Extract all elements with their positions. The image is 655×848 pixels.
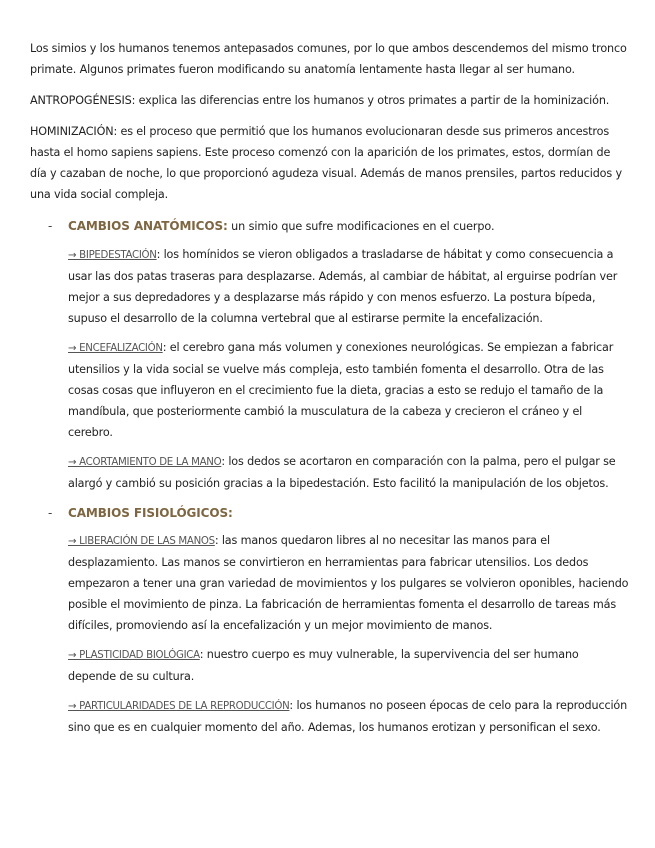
subitem-label: → LIBERACIÓN DE LAS MANOS	[68, 536, 215, 547]
section-heading	[68, 215, 494, 238]
subitem-particularidades-reproduccion	[68, 695, 629, 738]
section-title: CAMBIOS FISIOLÓGICOS:	[68, 506, 233, 520]
section-title: CAMBIOS ANATÓMICOS:	[68, 219, 228, 233]
subitem-label: → PARTICULARIDADES DE LA REPRODUCCIÓN	[68, 701, 290, 712]
subitem-bipedestacion	[68, 244, 629, 329]
subitem-liberacion-manos	[68, 530, 629, 636]
list-bullet: -	[48, 506, 53, 520]
list-bullet: -	[48, 219, 53, 233]
subitem-text: : nuestro cuerpo es muy vulnerable, la supervivencia del ser humano depende de su cultura.	[68, 648, 579, 683]
subitem-acortamiento-mano	[68, 451, 629, 494]
subitem-label: → PLASTICIDAD BIOLÓGICA	[68, 650, 200, 661]
section-cambios-fisiologicos	[30, 502, 629, 524]
subitem-label: → ENCEFALIZACIÓN	[68, 343, 163, 354]
subitem-encefalizacion	[68, 337, 629, 443]
subitem-text: : las manos quedaron libres al no necesitar las manos para el desplazamiento. Las manos se convirtieron en herramientas para fabricar utensilios. Los dedos empezaron a tener una gran variedad de movimientos y los pulgares se volvieron oponibles, haciendo posible el movimiento de pinza. La fabricación de herramientas fomenta el desarrollo de tareas más difíciles, promoviendo así la encefalización y un mejor movimiento de manos.	[68, 534, 629, 632]
subitem-text: : los humanos no poseen épocas de celo para la reproducción sino que es en cualquier momento del año. Ademas, los humanos erotizan y personifican el sexo.	[68, 699, 628, 734]
section-description: un simio que sufre modificaciones en el cuerpo.	[227, 220, 495, 233]
subitem-plasticidad-biologica	[68, 644, 629, 687]
subitem-label: → ACORTAMIENTO DE LA MANO	[68, 457, 222, 468]
subitem-text: : los dedos se acortaron en comparación con la palma, pero el pulgar se alargó y cambió su posición gracias a la bipedestación. Esto facilitó la manipulación de los objetos.	[68, 455, 616, 490]
section-heading	[68, 502, 233, 524]
subitem-text: : el cerebro gana más volumen y conexiones neurológicas. Se empiezan a fabricar utensilios y la vida social se vuelve más compleja, esto también fomenta el desarrollo. Otra de las cosas cosas que influyeron en el crecimiento fue la dieta, gracias a esto se redujo el tamaño de la mandíbula, que posteriormente cambió la musculatura de la cabeza y crecieron el cráneo y el cerebro.	[68, 341, 614, 439]
subitem-text: : los homínidos se vieron obligados a trasladarse de hábitat y como consecuencia a usar las dos patas traseras para desplazarse. Además, al cambiar de hábitat, al erguirse podrían ver mejor a sus depredadores y a desplazarse más rápido y con menos esfuerzo. La postura bípeda, supuso el desarrollo de la columna vertebral que al estirarse permite la encefalización.	[68, 248, 618, 325]
hominizacion-paragraph: HOMINIZACIÓN: es el proceso que permitió que los humanos evolucionaran desde sus primeros ancestros hasta el homo sapiens sapiens. Este proceso comenzó con la aparición de los primates, estos, dormían de día y cazaban de noche, lo que proporcionó agudeza visual. Además de manos prensiles, partos reducidos y una vida social compleja.	[30, 125, 622, 201]
section-cambios-anatomicos	[30, 215, 629, 238]
subitem-label: → BIPEDESTACIÓN	[68, 250, 157, 261]
antropogenesis-paragraph: ANTROPOGÉNESIS: explica las diferencias entre los humanos y otros primates a partir de la hominización.	[30, 94, 610, 107]
intro-paragraph: Los simios y los humanos tenemos antepasados comunes, por lo que ambos descendemos del mismo tronco primate. Algunos primates fueron modificando su anatomía lentamente hasta llegar al ser humano.	[30, 42, 627, 76]
